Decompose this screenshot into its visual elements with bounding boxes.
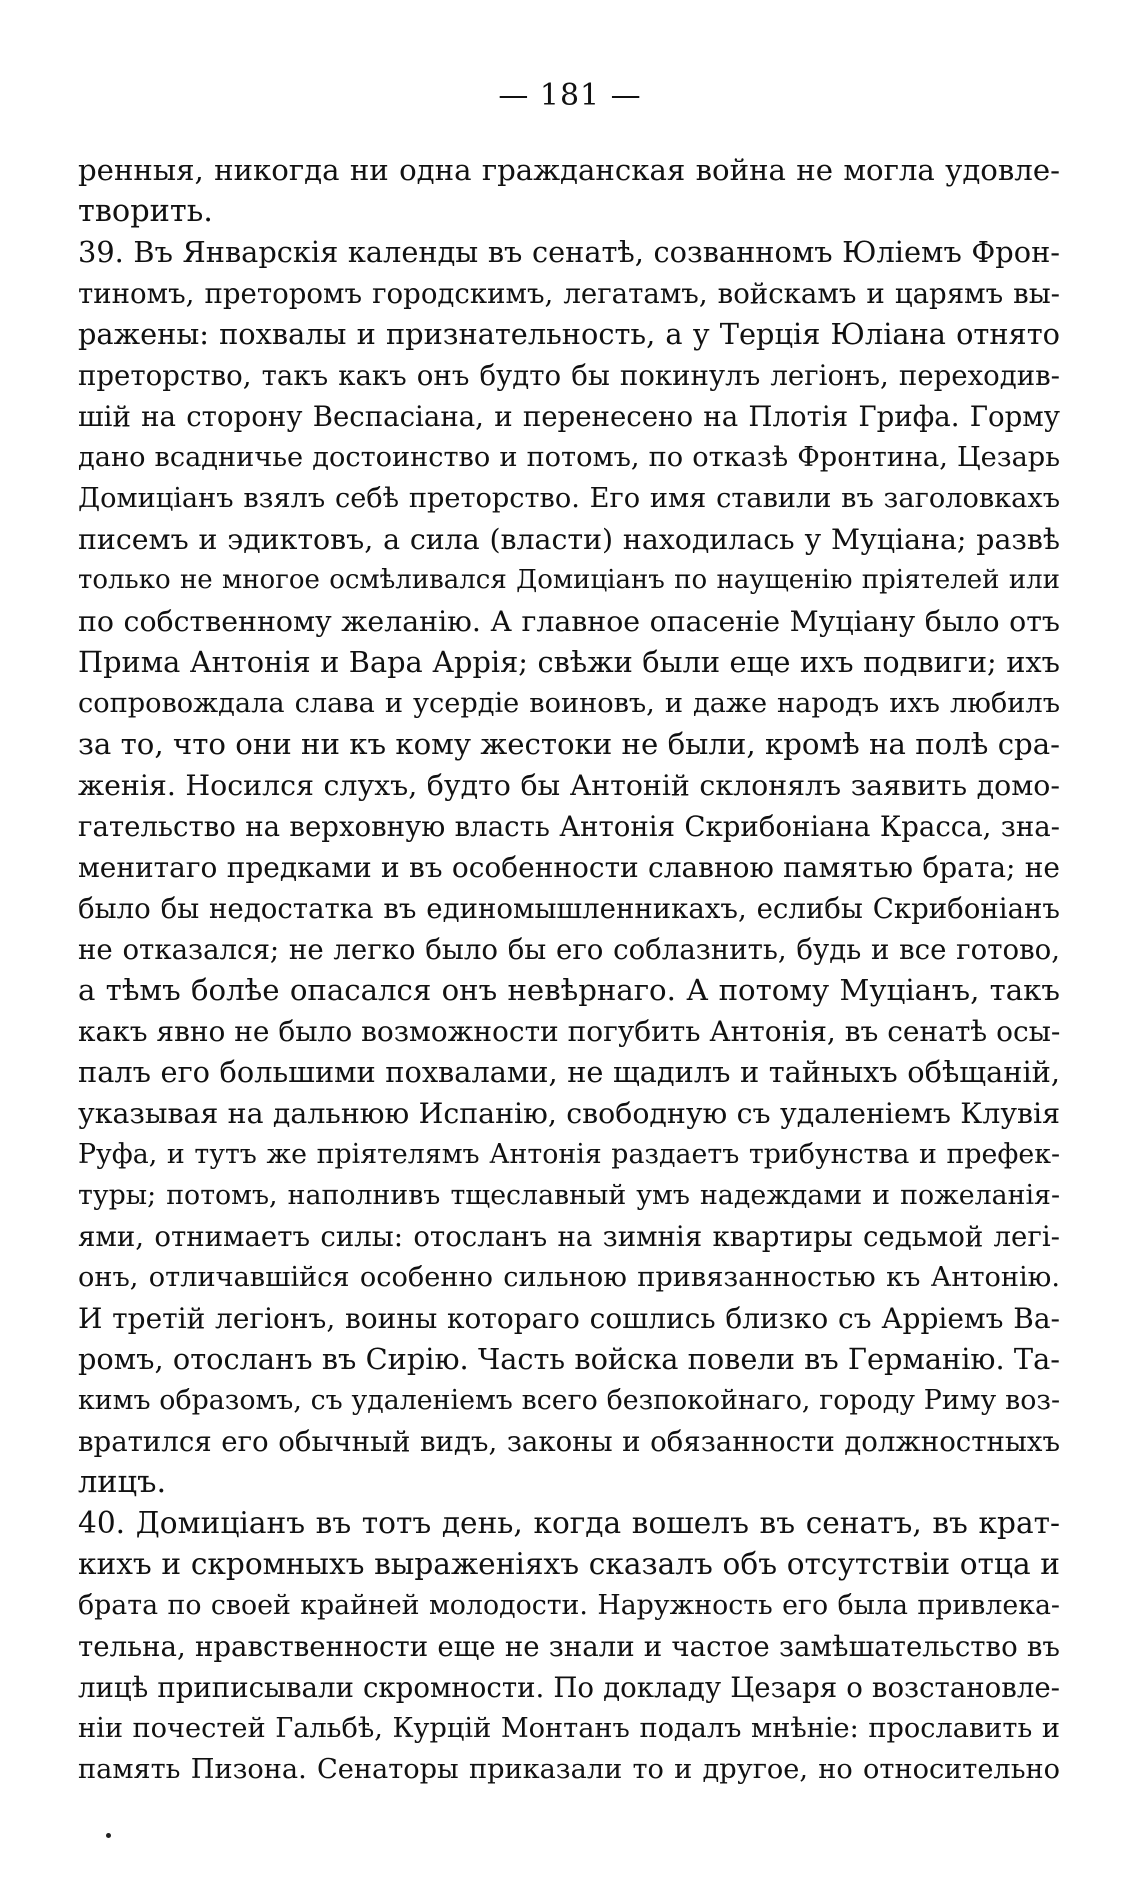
text-line: по собственному желанію. А главное опасеніе Муціану было отъ (78, 605, 1060, 638)
text-line: тиномъ, преторомъ городскимъ, легатамъ, войскамъ и царямъ вы- (78, 277, 1060, 310)
text-line: И третій легіонъ, воины котораго сошлись близко съ Арріемъ Ва- (78, 1302, 1060, 1335)
page-number: — 181 — (498, 78, 642, 113)
text-line: не отказался; не легко было бы его соблазнить, будь и все готово, (78, 933, 1060, 966)
text-line: гательство на верховную власть Антонія Скрибоніана Красса, зна- (78, 810, 1060, 843)
text-line: 39. Въ Январскія календы въ сенатѣ, созванномъ Юліемъ Фрон- (78, 235, 1060, 269)
text-line: ромъ, отосланъ въ Сирію. Часть войска повели въ Германію. Та- (78, 1342, 1060, 1376)
text-line: творить. (78, 194, 213, 229)
text-line: Прима Антонія и Вара Аррія; свѣжи были еще ихъ подвиги; ихъ (78, 645, 1060, 679)
text-line: за то, что они ни къ кому жестоки не были, кромѣ на полѣ сра- (78, 727, 1060, 761)
text-line: ренныя, никогда ни одна гражданская война не могла удовле- (78, 153, 1060, 187)
text-line: кимъ образомъ, съ удаленіемъ всего безпокойнаго, городу Риму воз- (78, 1385, 1060, 1416)
text-line: Руфа, и тутъ же пріятелямъ Антонія раздаетъ трибунства и префек- (78, 1139, 1060, 1170)
ink-speck (106, 1833, 111, 1838)
text-line: лицъ. (78, 1465, 167, 1500)
text-line: указывая на дальнюю Испанію, свободную съ удаленіемъ Клувія (78, 1097, 1060, 1130)
text-line: шій на сторону Веспасіана, и перенесено на Плотія Грифа. Горму (78, 400, 1060, 433)
text-line: ражены: похвалы и признательность, а у Терція Юліана отнято (78, 317, 1060, 351)
text-line: менитаго предками и въ особенности славною памятью брата; не (78, 851, 1060, 884)
text-line: писемъ и эдиктовъ, а сила (власти) находилась у Муціана; развѣ (78, 523, 1060, 556)
text-line: дано всадничье достоинство и потомъ, по отказѣ Фронтина, Цезарь (78, 442, 1060, 473)
text-line: ями, отнимаетъ силы: отосланъ на зимнія квартиры седьмой легі- (78, 1220, 1060, 1253)
text-line: 40. Домиціанъ въ тотъ день, когда вошелъ въ сенатъ, въ крат- (78, 1506, 1060, 1540)
text-line: туры; потомъ, наполнивъ тщеславный умъ надеждами и пожеланія- (78, 1180, 1060, 1211)
text-line: какъ явно не было возможности погубить Антонія, въ сенатѣ осы- (78, 1015, 1061, 1048)
text-line: лицѣ приписывали скромности. По докладу Цезаря о возстановле- (78, 1671, 1060, 1704)
body-text (78, 150, 1060, 1790)
text-line: кихъ и скромныхъ выраженіяхъ сказалъ объ отсутствіи отца и (78, 1547, 1060, 1581)
text-line: память Пизона. Сенаторы приказали то и другое, но относительно (78, 1754, 1060, 1785)
text-line: Домиціанъ взялъ себѣ преторство. Его имя ставили въ заголовкахъ (78, 483, 1060, 514)
text-line: ніи почестей Гальбѣ, Курцій Монтанъ подалъ мнѣніе: прославить и (78, 1713, 1060, 1744)
text-line: тельна, нравственности еще не знали и частое замѣшательство въ (78, 1630, 1060, 1663)
text-line: онъ, отличавшійся особенно сильною привязанностью къ Антонію. (78, 1262, 1060, 1293)
text-line: а тѣмъ болѣе опасался онъ невѣрнаго. А потому Муціанъ, такъ (78, 973, 1060, 1007)
text-line: вратился его обычный видъ, законы и обязанности должностныхъ (78, 1425, 1060, 1458)
text-line: палъ его большими похвалами, не щадилъ и тайныхъ обѣщаній, (78, 1055, 1060, 1089)
text-line: преторство, такъ какъ онъ будто бы покинулъ легіонъ, переходив- (78, 359, 1060, 392)
text-line: было бы недостатка въ единомышленникахъ, еслибы Скрибоніанъ (78, 892, 1060, 925)
text-line: только не многое осмѣливался Домиціанъ по наущенію пріятелей или (78, 565, 1060, 595)
text-line: брата по своей крайней молодости. Наружность его была привлека- (78, 1590, 1060, 1621)
text-line: сопровождала слава и усердіе воиновъ, и даже народъ ихъ любилъ (78, 688, 1060, 719)
text-line: женія. Носился слухъ, будто бы Антоній склонялъ заявить домо- (78, 769, 1060, 802)
